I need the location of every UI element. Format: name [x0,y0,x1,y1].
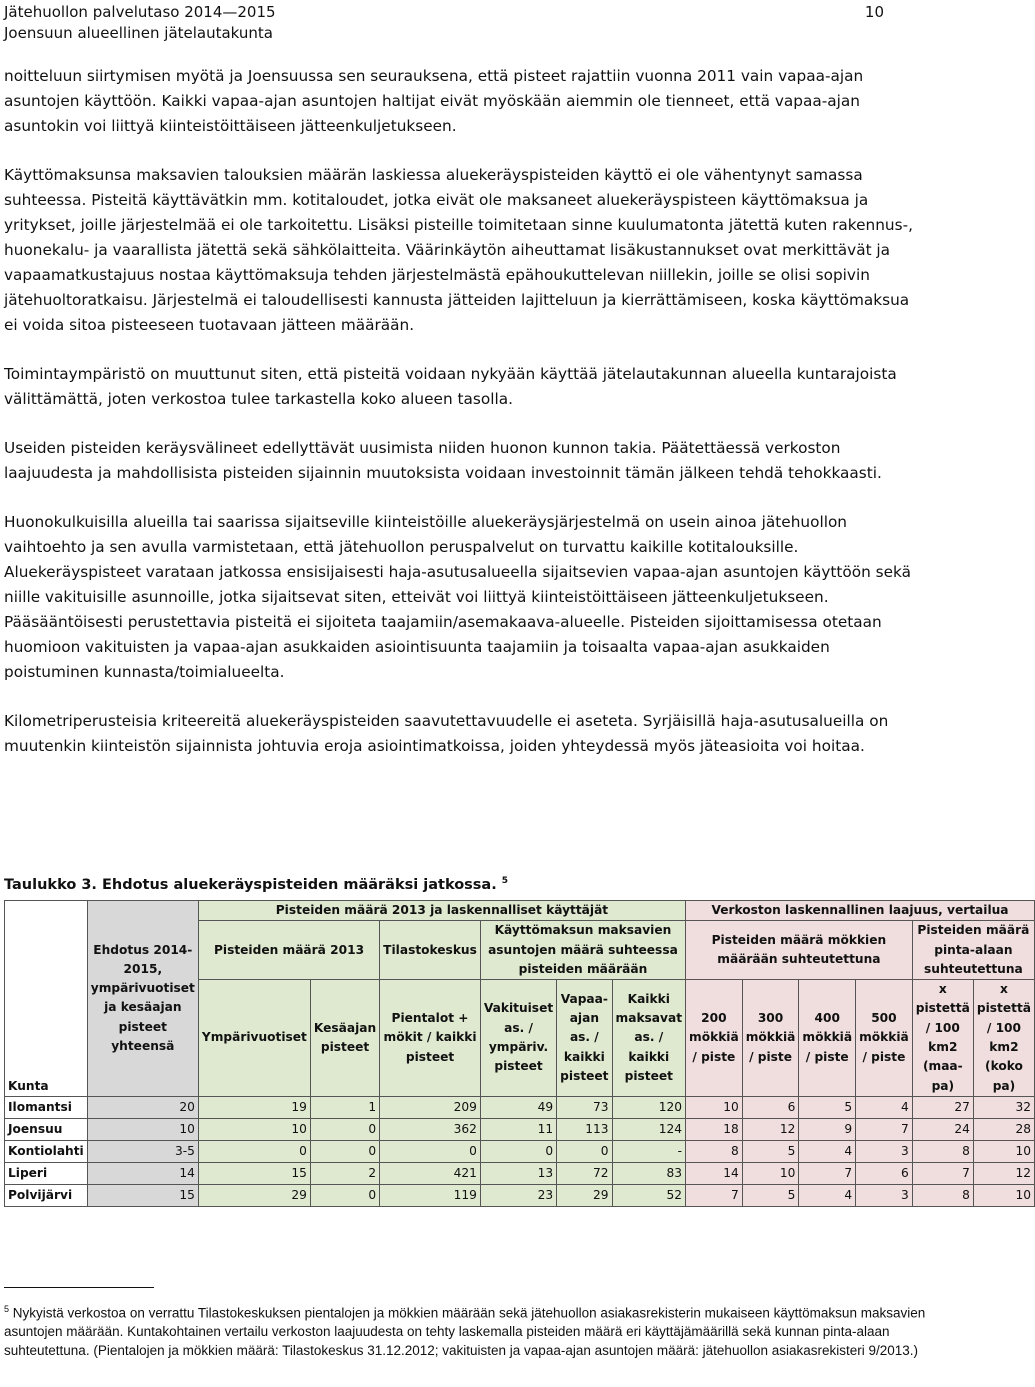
header-ehdotus: Ehdotus 2014-2015, ympärivuotiset ja kesäajan pisteet yhteensä [87,901,198,1097]
table-cell: 28 [973,1118,1034,1140]
table-cell: 209 [380,1096,481,1118]
table-cell: 8 [912,1140,973,1162]
page-header [4,2,934,44]
header-vakituiset: Vakituiset as. / ympäriv. pisteet [480,980,556,1097]
header-maara-2013: Pisteiden määrä 2013 [198,921,379,980]
table-cell: 7 [686,1184,743,1206]
table-cell: 0 [480,1140,556,1162]
table-cell: 29 [557,1184,612,1206]
table-cell: 27 [912,1096,973,1118]
table-cell: 3 [856,1184,913,1206]
table-cell: 0 [310,1140,379,1162]
municipality-cell: Liperi [5,1162,88,1184]
table-row [5,1118,1035,1140]
table-cell: 10 [742,1162,799,1184]
header-ymparivuotiset: Ympärivuotiset [198,980,310,1097]
footnote-text: Nykyistä verkostoa on verrattu Tilastokeskuksen pientalojen ja mökkien määrään sekä jätehuollon asiakasrekisterin mukaiseen käyttömaksun maksavien asuntojen määrään. Kuntakohtainen vertailu verkoston laajuudesta on tehty laskemalla pisteiden määrä eri käyttäjämäärillä sekä kunnan pinta-alaan suhteutettuna. (Pientalojen ja mökkien määrä: Tilastokeskus 31.12.2012; vakituisten ja vapaa-ajan asuntojen määrä: jätehuollon asiakasrekisteri 9/2013.) [4,1305,926,1358]
paragraph: Huonokulkuisilla alueilla tai saarissa sijaitseville kiinteistöille aluekeräysjärjestelmä on usein ainoa jätehuollon vaihtoehto ja sen avulla varmistetaan, että jätehuollon peruspalvelut on turvattu kaikille kotitalouksille. Aluekeräyspisteet varataan jatkossa ensisijaisesti haja-asutusalueella sijaitsevien vapaa-ajan asuntojen käyttöön sekä niille vakituisille asunnoille, jotka sijaitsevat siten, etteivät voi liittyä kiinteistöittäiseen jätteenkuljetukseen. Pääsääntöisesti perustettavia pisteitä ei sijoiteta taajamiin/asemakaava-alueelle. Pisteiden sijoittamisessa otetaan huomioon vakituisten ja vapaa-ajan asukkaiden asiointisuunta taajamiin ja toisaalta vapaa-ajan asukkaiden poistuminen kunnasta/toimialueelta. [4,513,912,681]
header-group-verkosto: Verkoston laskennallinen laajuus, vertailua [686,901,1035,921]
paragraph: Toimintaympäristö on muuttunut siten, että pisteitä voidaan nykyään käyttää jätelautakunnan alueella kuntarajoista välittämättä, joten verkostoa tulee tarkastella koko alueen tasolla. [4,365,897,408]
table-cell: - [612,1140,686,1162]
table-cell: 24 [912,1118,973,1140]
table-cell: 10 [87,1118,198,1140]
table-cell: 49 [480,1096,556,1118]
document-title: Jätehuollon palvelutaso 2014—2015 [4,3,276,21]
header-kesaajan: Kesäajan pisteet [310,980,379,1097]
footnote [4,1300,939,1360]
organization-name: Joensuun alueellinen jätelautakunta [4,24,273,42]
table-caption [4,876,508,893]
table-body [5,1096,1035,1206]
header-kokopa: x pistettä / 100 km2 (koko pa) [973,980,1034,1097]
table-cell: 3-5 [87,1140,198,1162]
municipality-cell: Joensuu [5,1118,88,1140]
table-cell: 19 [198,1096,310,1118]
table-cell: 11 [480,1118,556,1140]
paragraph: Useiden pisteiden keräysvälineet edellyttävät uusimista niiden huonon kunnon takia. Päätettäessä verkoston laajuudesta ja mahdollisista pisteiden sijainnin muutoksista voidaan investoinnit tämän jälkeen tehdä tehokkaasti. [4,439,882,482]
paragraph: Kilometriperusteisia kriteereitä aluekeräyspisteiden saavutettavuudelle ei aseteta. Syrjäisillä haja-asutusalueilla on muutenkin kiinteistön sijainnista johtuvia eroja asiointimatkoissa, joiden yhteydessä myös jäteasioita voi hoitaa. [4,712,889,755]
header-300: 300 mökkiä / piste [742,980,799,1097]
paragraph: Käyttömaksunsa maksavien talouksien määrän laskiessa aluekeräyspisteiden käyttö ei ole vähentynyt samassa suhteessa. Pisteitä käyttävätkin mm. kotitaloudet, jotka eivät ole maksaneet aluekeräyspisteen käyttömaksua ja yritykset, joille järjestelmää ei ole tarkoitettu. Lisäksi pisteille toimitetaan sinne kuulumatonta jätettä kuten rakennus-, huonekalu- ja vaarallista jätettä sekä sähkölaitteita. Väärinkäytön aiheuttamat lisäkustannukset ovat merkittävät ja vapaamatkustajuus nostaa käyttömaksuja tehden järjestelmästä epähoukuttelevan niillekin, joille se olisi sopivin jätehuoltoratkaisu. Järjestelmä ei taloudellisesti kannusta jätteiden lajitteluun ja kierrättämiseen, koska käyttömaksua ei voida sitoa pisteeseen tuotavaan jätteen määrään. [4,166,913,334]
table-cell: 362 [380,1118,481,1140]
table-cell: 14 [686,1162,743,1184]
header-pinta: Pisteiden määrä pinta-alaan suhteutettuna [912,921,1034,980]
table-cell: 120 [612,1096,686,1118]
table-cell: 5 [742,1140,799,1162]
table-cell: 29 [198,1184,310,1206]
table-cell: 12 [973,1162,1034,1184]
table-cell: 4 [856,1096,913,1118]
table-caption-text: Taulukko 3. Ehdotus aluekeräyspisteiden määräksi jatkossa. [4,876,497,893]
table-cell: 52 [612,1184,686,1206]
table-cell: 2 [310,1162,379,1184]
table-cell: 8 [912,1184,973,1206]
header-200: 200 mökkiä / piste [686,980,743,1097]
table-cell: 23 [480,1184,556,1206]
table-cell: 83 [612,1162,686,1184]
header-kunta: Kunta [5,901,88,1097]
table-cell: 73 [557,1096,612,1118]
header-400: 400 mökkiä / piste [799,980,856,1097]
table-cell: 0 [557,1140,612,1162]
table-cell: 15 [198,1162,310,1184]
table-cell: 6 [742,1096,799,1118]
table-cell: 10 [973,1184,1034,1206]
footnote-ref: 5 [501,876,509,886]
table-cell: 4 [799,1184,856,1206]
header-group-2013: Pisteiden määrä 2013 ja laskennalliset käyttäjät [198,901,685,921]
table-cell: 14 [87,1162,198,1184]
table-cell: 13 [480,1162,556,1184]
table-cell: 15 [87,1184,198,1206]
table-cell: 1 [310,1096,379,1118]
table-cell: 72 [557,1162,612,1184]
table-cell: 10 [973,1140,1034,1162]
table-cell: 0 [310,1118,379,1140]
table-cell: 4 [799,1140,856,1162]
table-cell: 0 [380,1140,481,1162]
table-cell: 10 [686,1096,743,1118]
page-number: 10 [864,3,884,21]
table-cell: 7 [799,1162,856,1184]
table-cell: 9 [799,1118,856,1140]
table-row [5,1162,1035,1184]
table-cell: 18 [686,1118,743,1140]
collection-point-table [4,900,1035,1207]
table-cell: 32 [973,1096,1034,1118]
header-tilastokeskus: Tilastokeskus [380,921,481,980]
header-maapa: x pistettä / 100 km2 (maa-pa) [912,980,973,1097]
table-row [5,1184,1035,1206]
footnote-number: 5 [4,1304,10,1314]
table-row [5,1140,1035,1162]
table-cell: 7 [856,1118,913,1140]
table-cell: 119 [380,1184,481,1206]
paragraph: noitteluun siirtymisen myötä ja Joensuussa sen seurauksena, että pisteet rajattiin vuonna 2011 vain vapaa-ajan asuntojen käyttöön. Kaikki vapaa-ajan asuntojen haltijat eivät myöskään aiemmin ole tienneet, että vapaa-ajan asuntokin voi liittyä kiinteistöittäiseen jätteenkuljetukseen. [4,67,864,135]
header-mokkien: Pisteiden määrä mökkien määrään suhteutettuna [686,921,913,980]
municipality-cell: Ilomantsi [5,1096,88,1118]
table-cell: 20 [87,1096,198,1118]
table-cell: 3 [856,1140,913,1162]
table-cell: 113 [557,1118,612,1140]
table-cell: 0 [198,1140,310,1162]
table-row [5,1096,1035,1118]
table-cell: 421 [380,1162,481,1184]
footnote-divider [4,1287,154,1288]
body-text [4,64,922,783]
header-kaikki: Kaikki maksavat as. / kaikki pisteet [612,980,686,1097]
header-pientalot: Pientalot + mökit / kaikki pisteet [380,980,481,1097]
table-cell: 7 [912,1162,973,1184]
table-cell: 0 [310,1184,379,1206]
municipality-cell: Kontiolahti [5,1140,88,1162]
table-cell: 5 [742,1184,799,1206]
table-cell: 8 [686,1140,743,1162]
table-cell: 124 [612,1118,686,1140]
header-kayttomaksun: Käyttömaksun maksavien asuntojen määrä suhteessa pisteiden määrään [480,921,685,980]
header-500: 500 mökkiä / piste [856,980,913,1097]
table-cell: 6 [856,1162,913,1184]
table-cell: 5 [799,1096,856,1118]
header-vapaa: Vapaa-ajan as. / kaikki pisteet [557,980,612,1097]
table-cell: 10 [198,1118,310,1140]
municipality-cell: Polvijärvi [5,1184,88,1206]
table-cell: 12 [742,1118,799,1140]
